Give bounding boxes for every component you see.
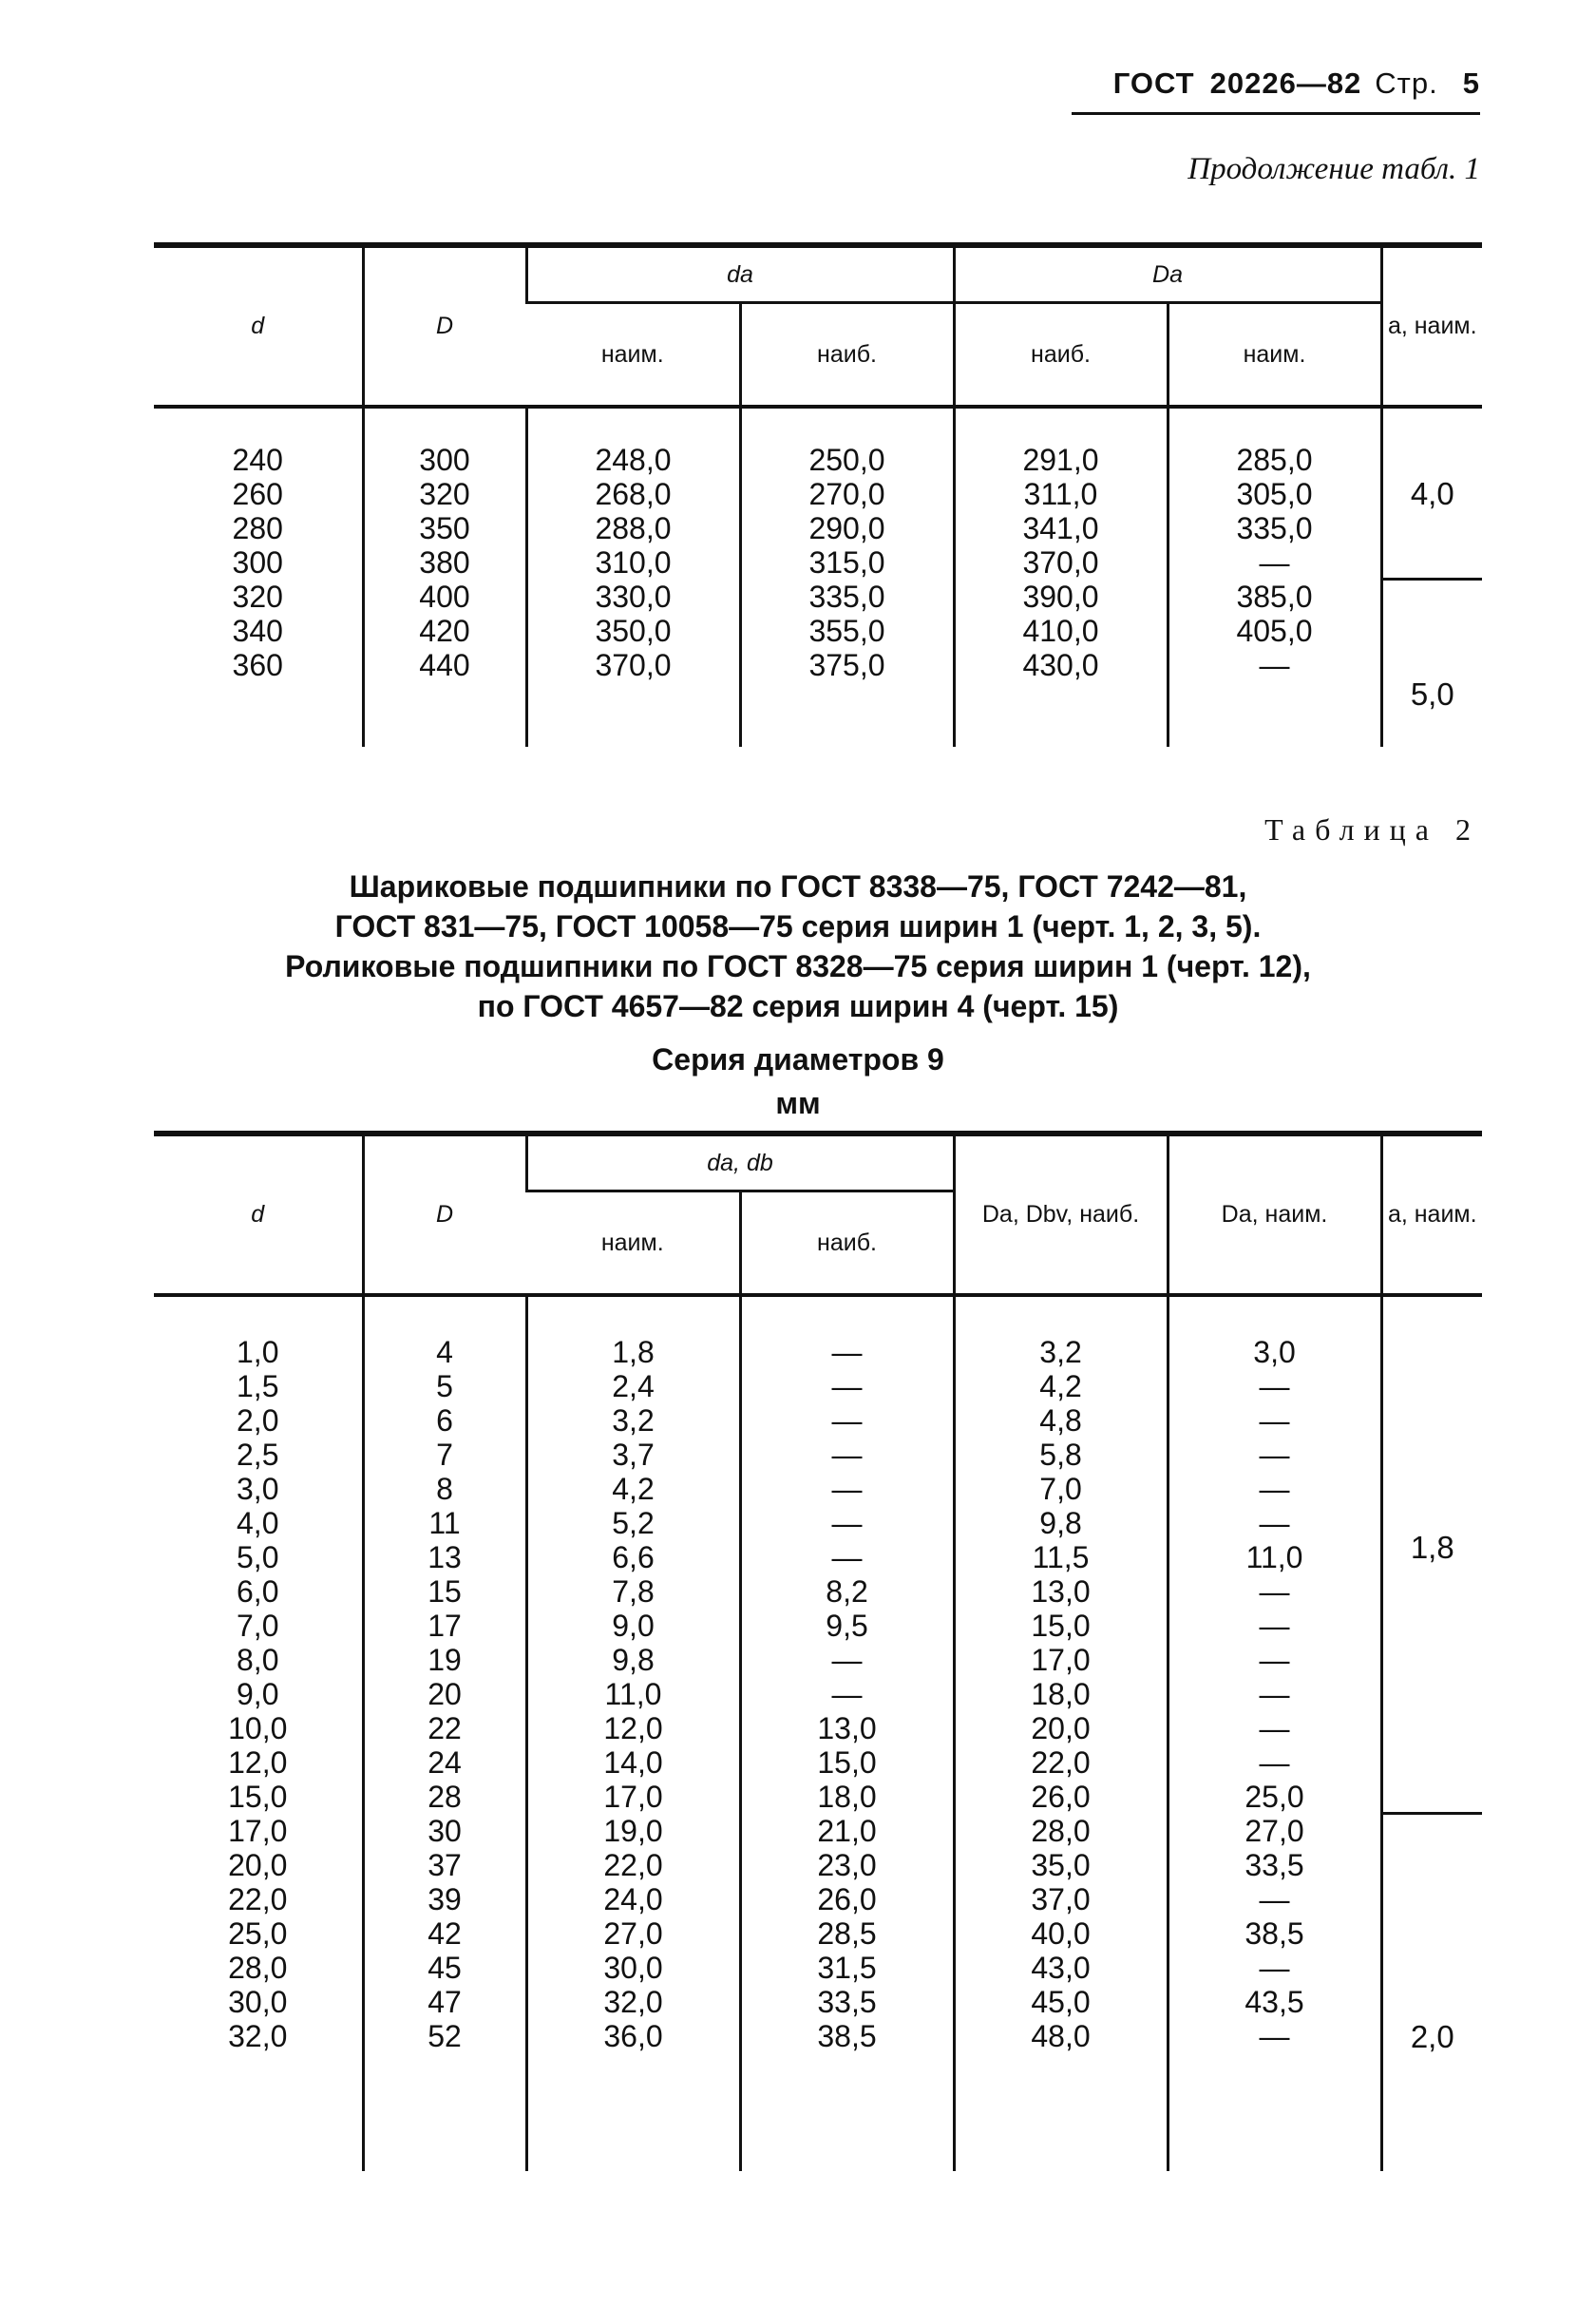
a-group-separator: [1383, 578, 1483, 581]
column-a-values: [1381, 407, 1482, 747]
a-value-1: 4,0: [1410, 476, 1454, 511]
table-2-title-line-4: по ГОСТ 4657—82 серия ширин 4 (черт. 15): [477, 989, 1119, 1023]
subheader-da-min: наим.: [526, 303, 740, 408]
subheader-Da-max: наиб.: [954, 303, 1168, 408]
a-value-2: 2,0: [1410, 2019, 1454, 2054]
group-header-Da: Da: [954, 245, 1381, 303]
subheader-dadb-max: наиб.: [740, 1191, 954, 1296]
table-continuation-label: Продолжение табл. 1: [1188, 152, 1480, 186]
a-value-2: 5,0: [1410, 677, 1454, 712]
group-header-da: da: [526, 245, 954, 303]
column-da-max-values: 250,0 270,0 290,0 315,0 335,0 355,0 375,0: [740, 407, 954, 747]
column-Da-min-values: 285,0 305,0 335,0 — 385,0 405,0 —: [1168, 407, 1381, 747]
column-dadb-max-values: — — — — — — — 8,2 9,5 — — 13,0 15,0 18,0 21,0 23,0 26,0 28,5 31,5 33,5 38,5: [740, 1295, 954, 2171]
col-header-a: a, наим.: [1381, 1134, 1482, 1295]
subheader-Da-min: наим.: [1168, 303, 1381, 408]
table-2-label: Таблица 2: [1264, 812, 1480, 847]
standard-name: ГОСТ: [1112, 67, 1195, 100]
table-2-title-line-2: ГОСТ 831—75, ГОСТ 10058—75 серия ширин 1 (черт. 1, 2, 3, 5).: [334, 909, 1262, 943]
table-2-unit: мм: [775, 1086, 821, 1120]
subheader-da-max: наиб.: [740, 303, 954, 408]
group-header-da-db: da, db: [526, 1134, 954, 1191]
page-label: Стр.: [1375, 67, 1438, 100]
col-header-D: D: [363, 245, 526, 407]
column-Da-Dbv-max-values: 3,2 4,2 4,8 5,8 7,0 9,8 11,5 13,0 15,0 17,0 18,0 20,0 22,0 26,0 28,0 35,0 37,0 40,0 43,0 45,0 48,0: [954, 1295, 1168, 2171]
column-Da-min-values: 3,0 — — — — — 11,0 — — — — — — 25,0 27,0 33,5 — 38,5 — 43,5 —: [1168, 1295, 1381, 2171]
column-d-values: 240 260 280 300 320 340 360: [232, 443, 283, 682]
col-header-D: D: [363, 1134, 526, 1295]
column-Da-max-values: 291,0 311,0 341,0 370,0 390,0 410,0 430,0: [954, 407, 1168, 747]
table-2-series: Серия диаметров 9: [652, 1042, 944, 1077]
column-a-values: [1381, 1295, 1482, 2171]
table-2-title-line-1: Шариковые подшипники по ГОСТ 8338—75, ГОСТ 7242—81,: [349, 869, 1247, 904]
table-2: [154, 1131, 1482, 2171]
column-D-values: 300 320 350 380 400 420 440: [363, 407, 526, 747]
column-da-min-values: 248,0 268,0 288,0 310,0 330,0 350,0 370,0: [526, 407, 740, 747]
a-value-1: 1,8: [1410, 1530, 1454, 1565]
subheader-dadb-min: наим.: [526, 1191, 740, 1296]
page-number: 5: [1462, 67, 1480, 100]
col-header-a: a, наим.: [1381, 245, 1482, 407]
a-group-separator: [1383, 1812, 1483, 1815]
page-header: [1113, 67, 1480, 101]
col-header-d: d: [251, 1201, 265, 1228]
column-dadb-min-values: 1,8 2,4 3,2 3,7 4,2 5,2 6,6 7,8 9,0 9,8 11,0 12,0 14,0 17,0 19,0 22,0 24,0 27,0 30,0 32,0 36,0: [526, 1295, 740, 2171]
standard-number: 20226—82: [1209, 67, 1362, 100]
col-header-Da-Dbv-max: Da, Dbv, наиб.: [954, 1134, 1168, 1295]
table-2-title-line-3: Роликовые подшипники по ГОСТ 8328—75 серия ширин 1 (черт. 12),: [285, 949, 1311, 983]
header-underline: [1072, 112, 1480, 115]
column-D-values: 4 5 6 7 8 11 13 15 17 19 20 22 24 28 30 37 39 42 45 47 52: [363, 1295, 526, 2171]
col-header-d: d: [251, 313, 265, 339]
table-1: [154, 242, 1482, 747]
col-header-Da-min: Da, наим.: [1168, 1134, 1381, 1295]
column-d-values: 1,0 1,5 2,0 2,5 3,0 4,0 5,0 6,0 7,0 8,0 9,0 10,0 12,0 15,0 17,0 20,0 22,0 25,0 28,0 30,0 32,0: [228, 1335, 288, 2053]
